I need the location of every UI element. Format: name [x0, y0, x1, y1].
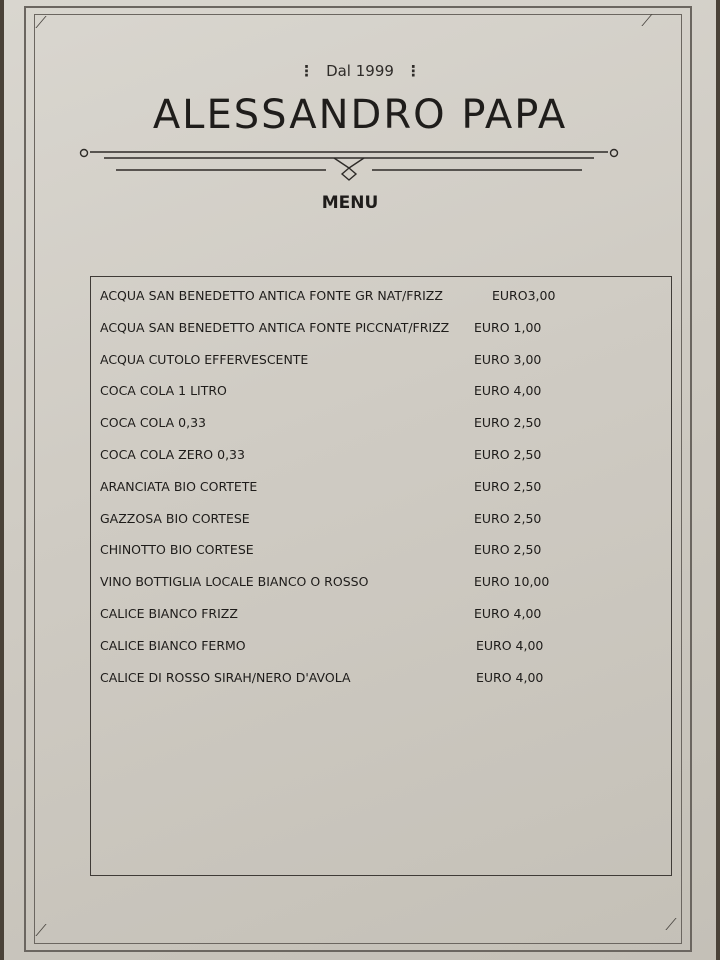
menu-item-name: COCA COLA ZERO 0,33 [100, 447, 245, 462]
menu-item-name: CHINOTTO BIO CORTESE [100, 542, 254, 558]
corner-ornament-icon: ⟋ [665, 915, 677, 934]
menu-item-name: COCA COLA 1 LITRO [100, 383, 227, 399]
menu-item-price: EURO 4,00 [474, 383, 542, 399]
menu-item-name: VINO BOTTIGLIA LOCALE BIANCO O ROSSO [100, 574, 369, 590]
corner-ornament-icon: ⟋ [641, 11, 653, 30]
menu-item-price: EURO3,00 [492, 288, 556, 303]
menu-item-row [100, 603, 660, 625]
menu-item-name: GAZZOSA BIO CORTESE [100, 510, 250, 526]
menu-item-name: COCA COLA 0,33 [100, 415, 206, 431]
corner-ornament-icon: ⟋ [35, 13, 47, 32]
menu-item-name: ACQUA SAN BENEDETTO ANTICA FONTE GR NAT/FRIZZ [100, 288, 443, 303]
menu-item-price: EURO 10,00 [474, 574, 550, 590]
divider-ornament-icon [76, 138, 622, 188]
since-line [4, 62, 716, 80]
menu-item-row [100, 380, 660, 402]
menu-item-price: EURO 2,50 [474, 447, 542, 462]
menu-item-row [100, 444, 660, 466]
menu-item-row [100, 635, 660, 657]
menu-item-price: EURO 2,50 [474, 542, 542, 558]
menu-item-price: EURO 2,50 [474, 415, 542, 431]
menu-item-price: EURO 4,00 [476, 669, 544, 685]
menu-title: MENU [321, 193, 379, 213]
since-mark: ⋮ [405, 62, 421, 80]
menu-item-name: CALICE BIANCO FRIZZ [100, 606, 238, 621]
menu-item-price: EURO 4,00 [474, 606, 542, 621]
menu-item-row [100, 571, 660, 593]
menu-item-row [100, 285, 660, 307]
menu-item-name: ACQUA SAN BENEDETTO ANTICA FONTE PICCNAT/FRIZZ [100, 319, 450, 335]
menu-item-row [100, 349, 660, 371]
corner-ornament-icon: ⟋ [35, 921, 47, 940]
menu-item-name: ARANCIATA BIO CORTETE [100, 478, 258, 494]
menu-item-name: ACQUA CUTOLO EFFERVESCENTE [100, 351, 309, 367]
menu-item-price: EURO 2,50 [474, 478, 542, 494]
menu-item-price: EURO 4,00 [476, 637, 544, 653]
menu-item-price: EURO 1,00 [474, 319, 542, 335]
menu-item-row [100, 317, 660, 339]
menu-item-name: CALICE DI ROSSO SIRAH/NERO D'AVOLA [100, 669, 351, 685]
menu-item-row [100, 667, 660, 689]
since-mark: ⋮ [299, 62, 315, 80]
menu-item-row [100, 476, 660, 498]
menu-page [4, 0, 716, 960]
menu-item-row [100, 412, 660, 434]
menu-item-price: EURO 3,00 [474, 351, 542, 367]
brand-name: ALESSANDRO PAPA [152, 92, 568, 138]
menu-item-price: EURO 2,50 [474, 510, 542, 526]
menu-item-row [100, 508, 660, 530]
since-text: Dal 1999 [326, 62, 394, 80]
menu-item-name: CALICE BIANCO FERMO [100, 637, 246, 653]
menu-item-row [100, 539, 660, 561]
